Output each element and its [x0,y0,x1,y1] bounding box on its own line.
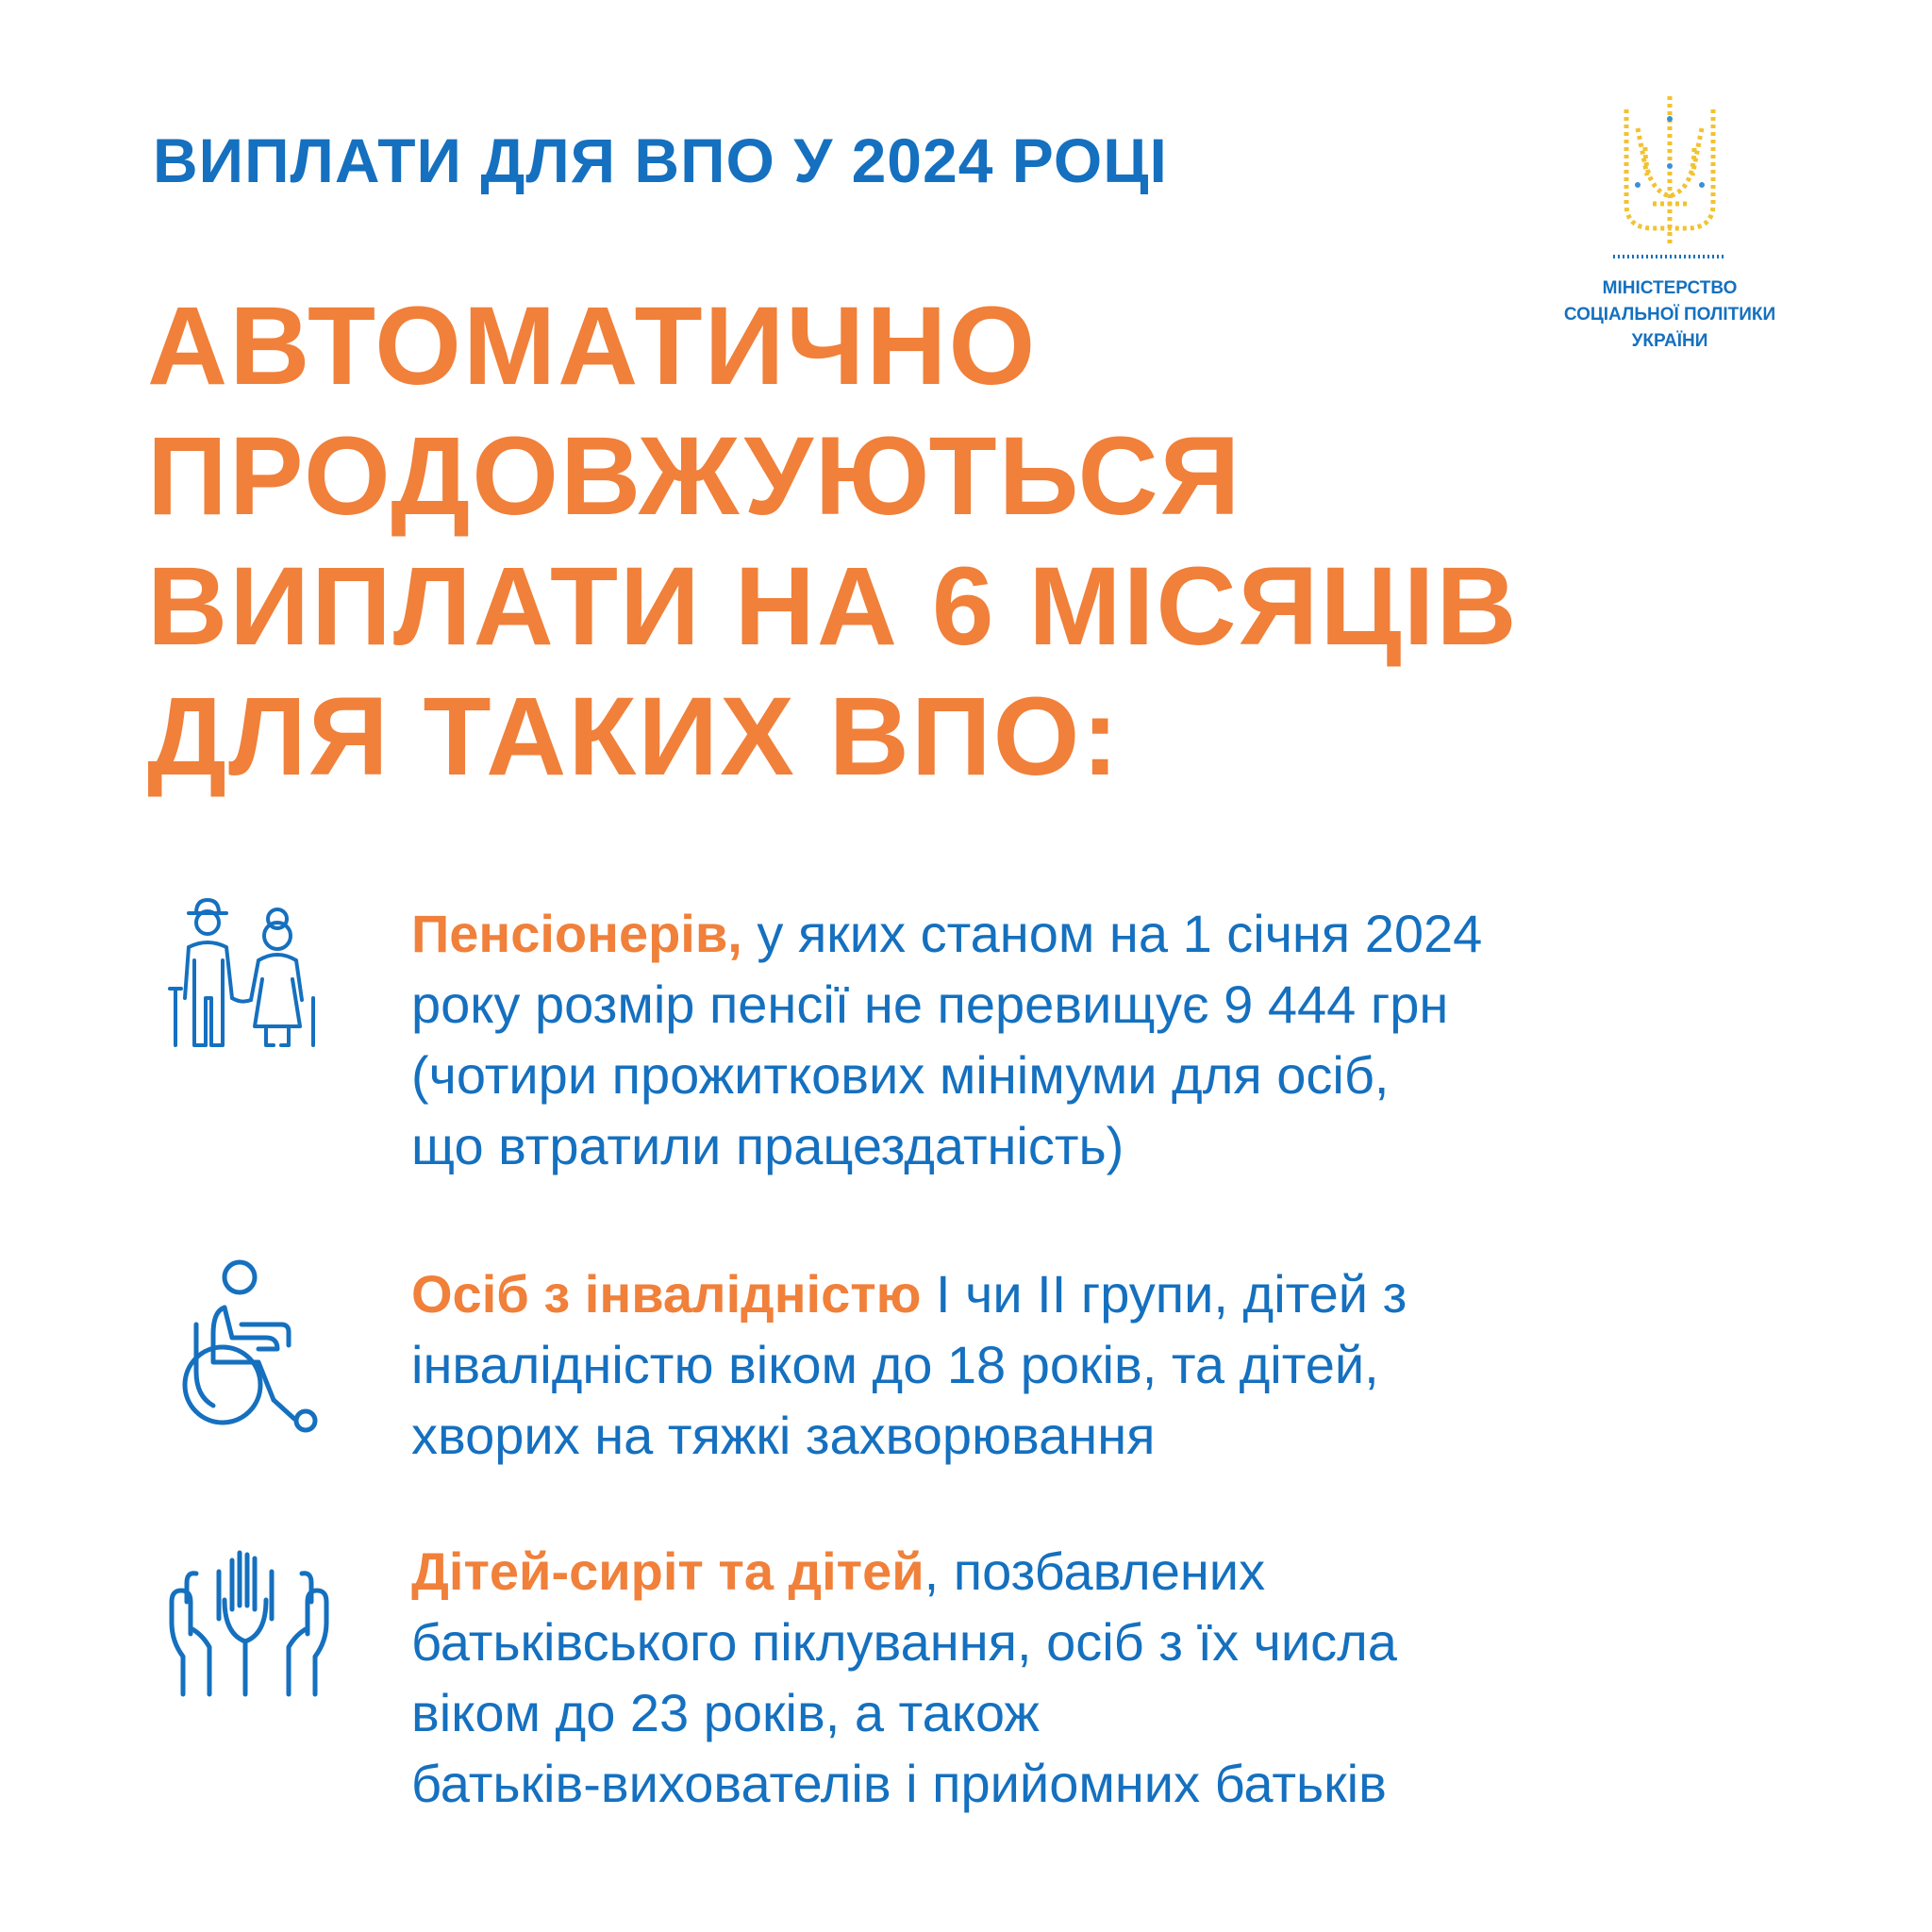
ministry-name [1547,275,1792,355]
elderly-couple-icon [160,894,330,1055]
wheelchair-icon [175,1258,326,1434]
item-text: І чи ІІ групи, дітей з [921,1264,1407,1324]
ministry-name-line: МІНІСТЕРСТВО [1602,278,1738,298]
item-line: інвалідністю віком до 18 років, та дітей, [411,1335,1379,1394]
item-highlight: Дітей-сиріт та дітей [411,1541,924,1601]
ministry-name-line: УКРАЇНИ [1631,331,1708,351]
item-text: у яких станом на 1 січня 2024 [741,904,1483,963]
headline-line: ВИПЛАТИ НА 6 МІСЯЦІВ [147,544,1519,669]
item-line: хворих на тяжкі захворювання [411,1406,1156,1465]
caring-hands-icon [164,1543,334,1704]
headline-line: АВТОМАТИЧНО [147,284,1038,408]
item-line: віком до 23 років, а також [411,1683,1040,1742]
trident-icon [1619,91,1721,257]
item-line: року розмір пенсії не перевищує 9 444 грн [411,974,1449,1034]
dotted-divider [1613,253,1726,260]
item-line: що втратили працездатність) [411,1116,1124,1175]
headline-line: ДЛЯ ТАКИХ ВПО: [147,675,1121,799]
headline-line: ПРОДОВЖУЮТЬСЯ [147,414,1242,539]
item-line: (чотири прожиткових мінімуми для осіб, [411,1045,1390,1105]
item-line: батьків-вихователів і прийомних батьків [411,1754,1387,1813]
ministry-name-line: СОЦІАЛЬНОЇ ПОЛІТИКИ [1563,305,1776,325]
item-text: , позбавлених [924,1541,1266,1601]
item-line-1 [411,898,1826,969]
item-highlight: Пенсіонерів, [411,904,742,963]
page-subtitle: ВИПЛАТИ ДЛЯ ВПО У 2024 РОЦІ [153,125,1168,195]
item-highlight: Осіб з інвалідністю [411,1264,922,1324]
headline [147,281,1519,802]
ministry-logo [1547,91,1792,355]
item-line-1 [411,1258,1826,1329]
item-line: батьківського піклування, осіб з їх числа [411,1612,1397,1672]
item-line-1 [411,1536,1826,1607]
